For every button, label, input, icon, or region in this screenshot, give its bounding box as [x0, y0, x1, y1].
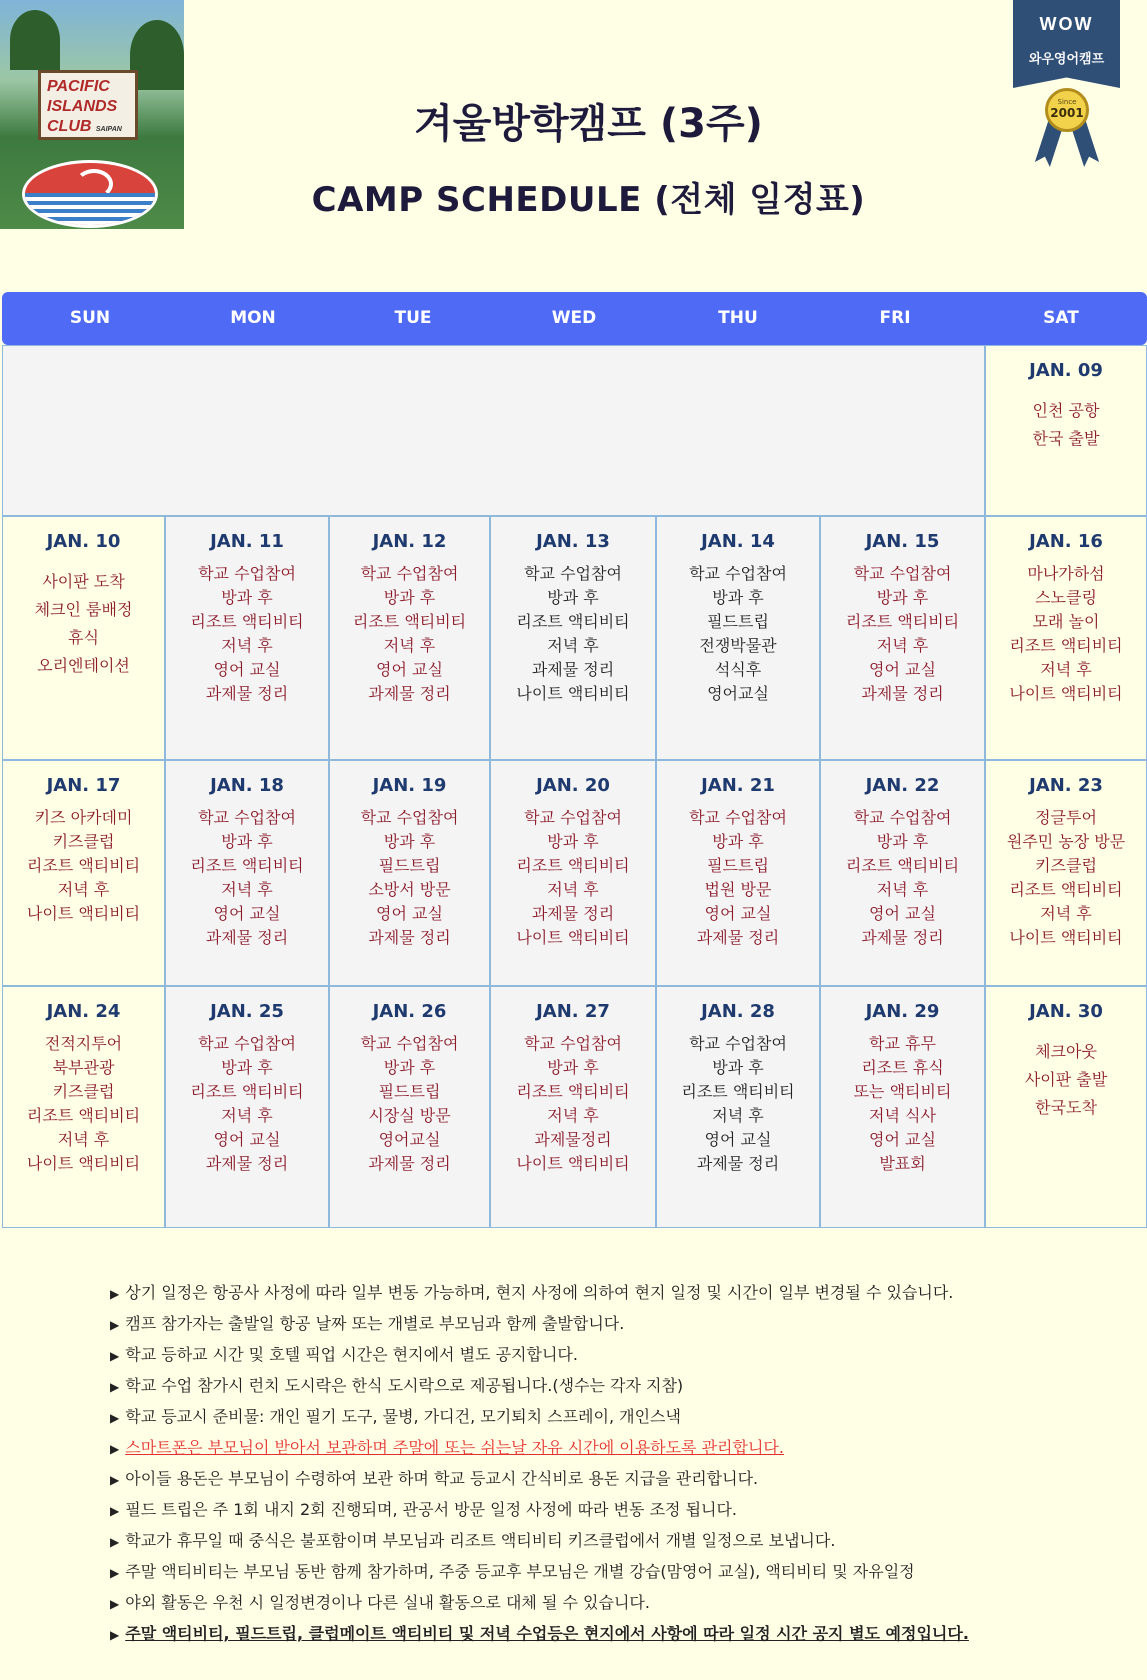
activity-item: 영어 교실 — [213, 904, 281, 923]
day-cell — [656, 516, 820, 760]
activity-item: 과제물 정리 — [531, 904, 615, 923]
brand-logo-mark: WOW — [1039, 14, 1094, 34]
note-item — [110, 1278, 1110, 1309]
weekday-mon: MON — [230, 308, 276, 328]
palm-tree-icon — [130, 20, 184, 90]
bullet-arrow-icon: ▶ — [110, 1318, 120, 1332]
day-date: JAN. 09 — [1029, 360, 1103, 381]
activity-item: 학교 수업참여 — [198, 808, 296, 827]
activity-item: 저녁 후 — [221, 1106, 273, 1125]
activity-item: 영어 교실 — [704, 1130, 772, 1149]
day-cell — [490, 516, 656, 760]
day-cell — [329, 516, 490, 760]
day-date: JAN. 14 — [701, 531, 775, 552]
activity-item: 리조트 액티비티 — [845, 856, 960, 875]
activity-item: 학교 수업참여 — [689, 1034, 787, 1053]
page-subtitle: CAMP SCHEDULE (전체 일정표) — [311, 180, 866, 220]
activity-item: 학교 수업참여 — [689, 808, 787, 827]
note-text: 스마트폰은 부모님이 받아서 보관하며 주말에 또는 쉬는날 자유 시간에 이용하도록 관리합니다. — [125, 1438, 784, 1457]
activity-item: 저녁 후 — [221, 636, 273, 655]
day-date: JAN. 22 — [865, 775, 940, 796]
activity-item: 휴식 — [68, 628, 99, 647]
day-date: JAN. 19 — [372, 775, 447, 796]
note-text: 주말 액티비티는 부모님 동반 함께 참가하며, 주중 등교후 부모님은 개별 강습(맘영어 교실), 액티비티 및 자유일정 — [125, 1562, 915, 1581]
activity-item: 리조트 액티비티 — [845, 612, 960, 631]
activity-item: 사이판 도착 — [42, 572, 125, 591]
note-item — [110, 1619, 1110, 1650]
activity-item: 모래 놀이 — [1032, 612, 1100, 631]
brand-badge — [1013, 0, 1120, 165]
activity-item: 리조트 액티비티 — [190, 856, 304, 875]
activity-item: 저녁 후 — [547, 880, 599, 899]
note-text: 주말 액티비티, 필드트립, 클럽메이트 액티비티 및 저녁 수업등은 현지에서 사항에 따라 일정 시간 공지 별도 예정입니다. — [125, 1624, 969, 1643]
activity-item: 영어 교실 — [869, 904, 936, 923]
activity-item: 저녁 후 — [57, 1130, 110, 1149]
activity-item: 학교 수업참여 — [360, 808, 459, 827]
activity-item: 인천 공항 — [1032, 401, 1100, 420]
note-text: 필드 트립은 주 1회 내지 2회 진행되며, 관공서 방문 일정 사정에 따라 변동 조정 됩니다. — [125, 1500, 738, 1519]
club-sign-line: CLUB SAIPAN — [47, 118, 122, 135]
activity-item: 영어 교실 — [213, 1130, 281, 1149]
note-text: 상기 일정은 항공사 사정에 따라 일부 변동 가능하며, 현지 사정에 의하여 현지 일정 및 시간이 일부 변경될 수 있습니다. — [125, 1283, 954, 1302]
bullet-arrow-icon: ▶ — [110, 1349, 120, 1363]
activity-item: 필드트립 — [707, 856, 769, 875]
day-date: JAN. 24 — [46, 1001, 121, 1022]
bullet-arrow-icon: ▶ — [110, 1442, 120, 1456]
day-cell — [2, 516, 165, 760]
activity-item: 키즈클럽 — [52, 1082, 115, 1101]
day-cell — [329, 760, 490, 986]
note-item — [110, 1340, 1110, 1371]
note-text: 학교 등교시 준비물: 개인 필기 도구, 물병, 가디건, 모기퇴치 스프레이, 개인스낵 — [125, 1407, 681, 1426]
activity-item: 전쟁박물관 — [699, 636, 777, 655]
palm-tree-icon — [10, 10, 60, 70]
club-sign-small: SAIPAN — [95, 126, 122, 133]
day-date: JAN. 17 — [46, 775, 121, 796]
activity-item: 방과 후 — [383, 588, 436, 607]
activity-item: 과제물 정리 — [861, 684, 944, 703]
day-date: JAN. 21 — [701, 775, 775, 796]
activity-item: 방과 후 — [547, 832, 599, 851]
activity-item: 정글투어 — [1035, 808, 1097, 827]
day-cell — [165, 986, 329, 1228]
day-cell — [985, 345, 1147, 516]
activity-item: 학교 수업참여 — [198, 564, 296, 583]
note-text: 캠프 참가자는 출발일 항공 날짜 또는 개별로 부모님과 함께 출발합니다. — [125, 1314, 625, 1333]
activity-item: 영어 교실 — [869, 660, 936, 679]
activity-item: 리조트 액티비티 — [26, 856, 141, 875]
activity-item: 저녁 후 — [57, 880, 110, 899]
activity-item: 석식후 — [714, 660, 762, 679]
day-date: JAN. 10 — [46, 531, 121, 552]
bullet-arrow-icon: ▶ — [110, 1287, 120, 1301]
bullet-arrow-icon: ▶ — [110, 1504, 120, 1518]
activity-item: 영어교실 — [378, 1130, 441, 1149]
club-sign-line: ISLANDS — [47, 98, 118, 115]
activity-item: 리조트 휴식 — [861, 1058, 944, 1077]
empty-cell — [2, 345, 985, 516]
activity-item: 나이트 액티비티 — [1009, 928, 1123, 947]
medal-icon — [1045, 88, 1089, 132]
day-cell — [165, 516, 329, 760]
activity-item: 저녁 후 — [547, 1106, 599, 1125]
note-text: 아이들 용돈은 부모님이 수령하여 보관 하며 학교 등교시 간식비로 용돈 지급을 관리합니다. — [125, 1469, 759, 1488]
activity-item: 과제물 정리 — [205, 684, 289, 703]
activity-item: 학교 수업참여 — [360, 1034, 459, 1053]
day-date: JAN. 12 — [372, 531, 447, 552]
activity-item: 필드트립 — [378, 1082, 441, 1101]
bullet-arrow-icon: ▶ — [110, 1597, 120, 1611]
day-cell — [490, 760, 656, 986]
activity-item: 방과 후 — [383, 832, 436, 851]
activity-item: 영어 교실 — [869, 1130, 936, 1149]
bullet-arrow-icon: ▶ — [110, 1628, 120, 1642]
activity-item: 리조트 액티비티 — [516, 1082, 630, 1101]
activity-item: 키즈클럽 — [1035, 856, 1097, 875]
medal-year: 2001 — [1050, 106, 1084, 120]
activity-item: 과제물 정리 — [531, 660, 615, 679]
weekday-tue: TUE — [394, 308, 432, 328]
notes-list — [110, 1278, 1110, 1650]
day-date: JAN. 13 — [536, 531, 610, 552]
activity-item: 저녁 후 — [1040, 904, 1092, 923]
day-cell — [329, 986, 490, 1228]
day-cell — [656, 986, 820, 1228]
activity-item: 과제물 정리 — [368, 1154, 451, 1173]
day-date: JAN. 20 — [536, 775, 610, 796]
day-date: JAN. 29 — [865, 1001, 940, 1022]
weekday-fri: FRI — [879, 308, 911, 328]
bullet-arrow-icon: ▶ — [110, 1535, 120, 1549]
activity-item: 저녁 후 — [547, 636, 599, 655]
activity-item: 방과 후 — [547, 1058, 599, 1077]
activity-item: 방과 후 — [876, 588, 929, 607]
activity-item: 나이트 액티비티 — [1009, 684, 1123, 703]
activity-item: 필드트립 — [378, 856, 441, 875]
activity-item: 리조트 액티비티 — [352, 612, 467, 631]
activity-item: 저녁 후 — [1040, 660, 1092, 679]
day-date: JAN. 11 — [210, 531, 284, 552]
day-date: JAN. 23 — [1029, 775, 1103, 796]
note-item — [110, 1495, 1110, 1526]
activity-item: 또는 액티비티 — [853, 1082, 952, 1101]
activity-item: 방과 후 — [712, 588, 764, 607]
note-item — [110, 1309, 1110, 1340]
note-item — [110, 1402, 1110, 1433]
day-cell — [820, 516, 985, 760]
activity-item: 방과 후 — [221, 1058, 273, 1077]
club-sign-line: PACIFIC — [47, 78, 110, 95]
activity-item: 리조트 액티비티 — [516, 612, 630, 631]
activity-item: 학교 수업참여 — [689, 564, 787, 583]
activity-item: 학교 수업참여 — [524, 808, 622, 827]
activity-item: 발표회 — [879, 1154, 926, 1173]
activity-item: 리조트 액티비티 — [190, 1082, 304, 1101]
day-date: JAN. 30 — [1029, 1001, 1103, 1022]
activity-item: 학교 휴무 — [869, 1034, 936, 1053]
activity-item: 원주민 농장 방문 — [1006, 832, 1126, 851]
note-text: 학교가 휴무일 때 중식은 불포함이며 부모님과 리조트 액티비티 키즈클럽에서 개별 일정으로 보냅니다. — [125, 1531, 836, 1550]
note-item — [110, 1557, 1110, 1588]
note-item — [110, 1464, 1110, 1495]
activity-item: 방과 후 — [547, 588, 599, 607]
day-date: JAN. 25 — [210, 1001, 284, 1022]
weekday-sat: SAT — [1043, 308, 1079, 328]
activity-item: 영어 교실 — [376, 660, 443, 679]
weekday-sun: SUN — [69, 308, 111, 328]
activity-item: 북부관광 — [52, 1058, 115, 1077]
activity-item: 방과 후 — [221, 832, 273, 851]
activity-item: 저녁 식사 — [869, 1106, 936, 1125]
activity-item: 과제물정리 — [534, 1130, 612, 1149]
activity-item: 한국도착 — [1035, 1098, 1097, 1117]
bullet-arrow-icon: ▶ — [110, 1473, 120, 1487]
activity-item: 저녁 후 — [876, 880, 929, 899]
note-text: 야외 활동은 우천 시 일정변경이나 다른 실내 활동으로 대체 될 수 있습니다. — [125, 1593, 650, 1612]
activity-item: 학교 수업참여 — [524, 564, 622, 583]
note-item — [110, 1526, 1110, 1557]
page-title: 겨울방학캠프 (3주) — [414, 101, 763, 147]
activity-item: 사이판 출발 — [1024, 1070, 1108, 1089]
activity-item: 나이트 액티비티 — [516, 684, 630, 703]
day-cell — [2, 986, 165, 1228]
activity-item: 나이트 액티비티 — [516, 928, 630, 947]
activity-item: 시장실 방문 — [368, 1106, 451, 1125]
activity-item: 리조트 액티비티 — [190, 612, 304, 631]
activity-item: 영어 교실 — [376, 904, 443, 923]
activity-item: 키즈 아카데미 — [34, 808, 133, 827]
day-cell — [656, 760, 820, 986]
weekday-thu: THU — [718, 308, 758, 328]
activity-item: 스노클링 — [1035, 588, 1097, 607]
activity-item: 나이트 액티비티 — [516, 1154, 630, 1173]
activity-item: 전적지투어 — [44, 1034, 123, 1053]
activity-item: 과제물 정리 — [368, 928, 451, 947]
day-date: JAN. 28 — [701, 1001, 775, 1022]
activity-item: 키즈클럽 — [52, 832, 115, 851]
day-cell — [820, 986, 985, 1228]
activity-item: 저녁 후 — [383, 636, 436, 655]
activity-item: 오리엔테이션 — [37, 656, 130, 675]
activity-item: 방과 후 — [383, 1058, 436, 1077]
bullet-arrow-icon: ▶ — [110, 1411, 120, 1425]
day-date: JAN. 15 — [865, 531, 940, 552]
activity-item: 방과 후 — [221, 588, 273, 607]
activity-item: 저녁 후 — [712, 1106, 764, 1125]
activity-item: 체크인 룸배정 — [34, 600, 133, 619]
activity-item: 방과 후 — [876, 832, 929, 851]
note-item — [110, 1588, 1110, 1619]
activity-item: 필드트립 — [707, 612, 769, 631]
activity-item: 학교 수업참여 — [853, 808, 952, 827]
activity-item: 저녁 후 — [876, 636, 929, 655]
day-date: JAN. 27 — [536, 1001, 610, 1022]
activity-item: 방과 후 — [712, 832, 764, 851]
day-cell — [985, 516, 1147, 760]
day-date: JAN. 16 — [1029, 531, 1103, 552]
day-cell — [2, 760, 165, 986]
activity-item: 학교 수업참여 — [853, 564, 952, 583]
weekday-wed: WED — [551, 308, 597, 328]
activity-item: 나이트 액티비티 — [26, 1154, 141, 1173]
day-cell — [820, 760, 985, 986]
activity-item: 체크아웃 — [1035, 1042, 1097, 1061]
day-cell — [490, 986, 656, 1228]
day-cell — [985, 760, 1147, 986]
brand-name: 와우영어캠프 — [1028, 52, 1105, 67]
activity-item: 과제물 정리 — [696, 928, 780, 947]
activity-item: 리조트 액티비티 — [26, 1106, 141, 1125]
activity-item: 나이트 액티비티 — [26, 904, 141, 923]
activity-item: 리조트 액티비티 — [1009, 636, 1123, 655]
bullet-arrow-icon: ▶ — [110, 1380, 120, 1394]
activity-item: 과제물 정리 — [205, 1154, 289, 1173]
activity-item: 영어교실 — [707, 684, 769, 703]
activity-item: 영어 교실 — [704, 904, 772, 923]
day-cell — [165, 760, 329, 986]
note-text: 학교 수업 참가시 런치 도시락은 한식 도시락으로 제공됩니다.(생수는 각자 지참) — [125, 1376, 684, 1395]
activity-item: 과제물 정리 — [696, 1154, 780, 1173]
activity-item: 학교 수업참여 — [524, 1034, 622, 1053]
activity-item: 방과 후 — [712, 1058, 764, 1077]
note-item — [110, 1371, 1110, 1402]
activity-item: 학교 수업참여 — [198, 1034, 296, 1053]
activity-item: 법원 방문 — [704, 880, 772, 899]
activity-item: 리조트 액티비티 — [516, 856, 630, 875]
note-item — [110, 1433, 1110, 1464]
activity-item: 과제물 정리 — [368, 684, 451, 703]
day-date: JAN. 18 — [210, 775, 284, 796]
activity-item: 학교 수업참여 — [360, 564, 459, 583]
activity-item: 저녁 후 — [221, 880, 273, 899]
activity-item: 영어 교실 — [213, 660, 281, 679]
medal-since: Since — [1057, 98, 1077, 106]
activity-item: 소방서 방문 — [368, 880, 451, 899]
activity-item: 과제물 정리 — [205, 928, 289, 947]
day-date: JAN. 26 — [372, 1001, 447, 1022]
activity-item: 마나가하섬 — [1027, 564, 1105, 583]
day-cell — [985, 986, 1147, 1228]
activity-item: 리조트 액티비티 — [681, 1082, 795, 1101]
activity-item: 한국 출발 — [1032, 429, 1100, 448]
activity-item: 리조트 액티비티 — [1009, 880, 1123, 899]
activity-item: 과제물 정리 — [861, 928, 944, 947]
bullet-arrow-icon: ▶ — [110, 1566, 120, 1580]
note-text: 학교 등하교 시간 및 호텔 픽업 시간은 현지에서 별도 공지합니다. — [125, 1345, 578, 1364]
